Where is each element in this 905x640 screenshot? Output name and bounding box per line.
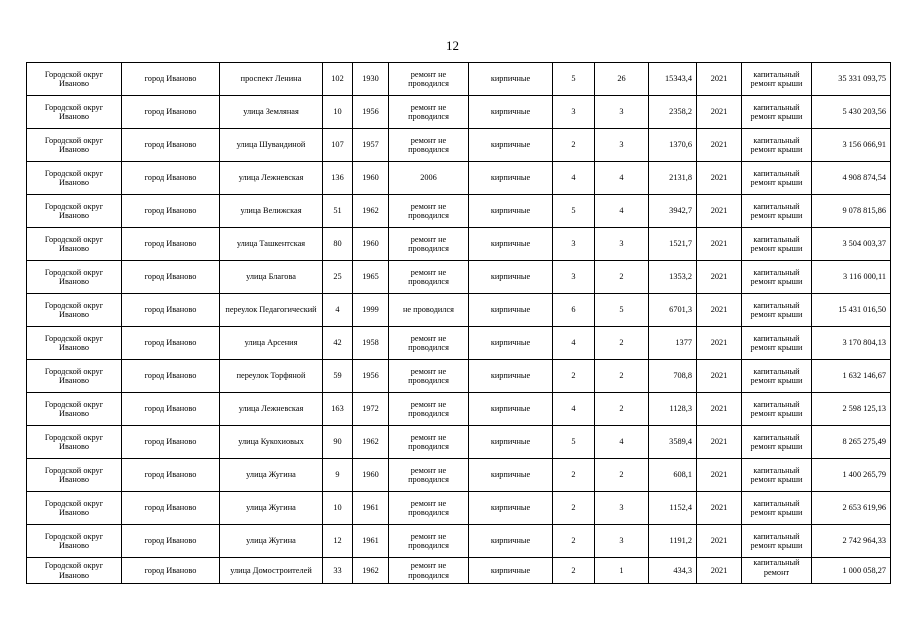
apartments-cell: 2 [595,360,649,393]
street-cell: улица Земляная [220,96,323,129]
floors-cell: 3 [553,96,595,129]
settlement-cell: город Иваново [122,459,220,492]
year-built-cell: 1962 [353,426,389,459]
wall-material-cell: кирпичные [469,228,553,261]
cost-cell: 5 430 203,56 [812,96,891,129]
apartments-cell: 4 [595,195,649,228]
area-cell: 6701,3 [649,294,697,327]
street-cell: улица Кукохиовых [220,426,323,459]
table-row [27,63,891,96]
table-row [27,294,891,327]
year-built-cell: 1958 [353,327,389,360]
municipality-cell: Городской округ Иваново [27,558,122,584]
table-row [27,360,891,393]
plan-year-cell: 2021 [697,492,742,525]
area-cell: 434,3 [649,558,697,584]
work-type-cell: капитальный ремонт крыши [742,492,812,525]
cost-cell: 8 265 275,49 [812,426,891,459]
wall-material-cell: кирпичные [469,393,553,426]
area-cell: 608,1 [649,459,697,492]
street-cell: улица Жугина [220,525,323,558]
apartments-cell: 2 [595,393,649,426]
wall-material-cell: кирпичные [469,294,553,327]
last-repair-cell: ремонт не проводился [389,525,469,558]
table-row [27,162,891,195]
house-number-cell: 136 [323,162,353,195]
last-repair-cell: ремонт не проводился [389,228,469,261]
cost-cell: 3 504 003,37 [812,228,891,261]
plan-year-cell: 2021 [697,327,742,360]
municipality-cell: Городской округ Иваново [27,426,122,459]
floors-cell: 4 [553,393,595,426]
house-number-cell: 51 [323,195,353,228]
cost-cell: 4 908 874,54 [812,162,891,195]
settlement-cell: город Иваново [122,294,220,327]
table-row [27,96,891,129]
area-cell: 2358,2 [649,96,697,129]
year-built-cell: 1965 [353,261,389,294]
house-number-cell: 59 [323,360,353,393]
area-cell: 1191,2 [649,525,697,558]
last-repair-cell: ремонт не проводился [389,492,469,525]
wall-material-cell: кирпичные [469,525,553,558]
plan-year-cell: 2021 [697,162,742,195]
table-row [27,261,891,294]
last-repair-cell: ремонт не проводился [389,459,469,492]
house-number-cell: 4 [323,294,353,327]
house-number-cell: 102 [323,63,353,96]
work-type-cell: капитальный ремонт [742,558,812,584]
wall-material-cell: кирпичные [469,129,553,162]
street-cell: улица Велижская [220,195,323,228]
settlement-cell: город Иваново [122,129,220,162]
work-type-cell: капитальный ремонт крыши [742,294,812,327]
work-type-cell: капитальный ремонт крыши [742,459,812,492]
cost-cell: 15 431 016,50 [812,294,891,327]
wall-material-cell: кирпичные [469,195,553,228]
area-cell: 2131,8 [649,162,697,195]
cost-cell: 9 078 815,86 [812,195,891,228]
last-repair-cell: ремонт не проводился [389,393,469,426]
municipality-cell: Городской округ Иваново [27,393,122,426]
cost-cell: 3 156 066,91 [812,129,891,162]
house-number-cell: 10 [323,492,353,525]
cost-cell: 1 632 146,67 [812,360,891,393]
municipality-cell: Городской округ Иваново [27,228,122,261]
floors-cell: 2 [553,459,595,492]
municipality-cell: Городской округ Иваново [27,195,122,228]
table-body [27,63,891,584]
floors-cell: 3 [553,261,595,294]
house-number-cell: 25 [323,261,353,294]
apartments-cell: 3 [595,525,649,558]
plan-year-cell: 2021 [697,195,742,228]
last-repair-cell: ремонт не проводился [389,426,469,459]
page-number: 12 [446,38,459,53]
apartments-cell: 4 [595,162,649,195]
settlement-cell: город Иваново [122,492,220,525]
settlement-cell: город Иваново [122,63,220,96]
house-number-cell: 10 [323,96,353,129]
year-built-cell: 1960 [353,162,389,195]
wall-material-cell: кирпичные [469,426,553,459]
year-built-cell: 1956 [353,360,389,393]
street-cell: переулок Торфяной [220,360,323,393]
settlement-cell: город Иваново [122,426,220,459]
street-cell: улица Жугина [220,492,323,525]
cost-cell: 2 742 964,33 [812,525,891,558]
municipality-cell: Городской округ Иваново [27,96,122,129]
plan-year-cell: 2021 [697,459,742,492]
plan-year-cell: 2021 [697,294,742,327]
apartments-cell: 2 [595,459,649,492]
wall-material-cell: кирпичные [469,492,553,525]
settlement-cell: город Иваново [122,162,220,195]
house-number-cell: 12 [323,525,353,558]
area-cell: 3589,4 [649,426,697,459]
repair-program-table [26,62,891,584]
settlement-cell: город Иваново [122,525,220,558]
apartments-cell: 3 [595,492,649,525]
table-row [27,393,891,426]
apartments-cell: 5 [595,294,649,327]
municipality-cell: Городской округ Иваново [27,360,122,393]
settlement-cell: город Иваново [122,261,220,294]
year-built-cell: 1972 [353,393,389,426]
house-number-cell: 107 [323,129,353,162]
work-type-cell: капитальный ремонт крыши [742,360,812,393]
table-row [27,129,891,162]
table-row [27,195,891,228]
plan-year-cell: 2021 [697,228,742,261]
cost-cell: 1 400 265,79 [812,459,891,492]
street-cell: улица Арсения [220,327,323,360]
last-repair-cell: ремонт не проводился [389,129,469,162]
street-cell: улица Ташкентская [220,228,323,261]
wall-material-cell: кирпичные [469,360,553,393]
cost-cell: 1 000 058,27 [812,558,891,584]
work-type-cell: капитальный ремонт крыши [742,228,812,261]
plan-year-cell: 2021 [697,63,742,96]
last-repair-cell: ремонт не проводился [389,558,469,584]
plan-year-cell: 2021 [697,426,742,459]
area-cell: 1353,2 [649,261,697,294]
settlement-cell: город Иваново [122,96,220,129]
settlement-cell: город Иваново [122,558,220,584]
last-repair-cell: ремонт не проводился [389,327,469,360]
work-type-cell: капитальный ремонт крыши [742,63,812,96]
settlement-cell: город Иваново [122,228,220,261]
cost-cell: 2 598 125,13 [812,393,891,426]
floors-cell: 3 [553,228,595,261]
work-type-cell: капитальный ремонт крыши [742,426,812,459]
plan-year-cell: 2021 [697,96,742,129]
apartments-cell: 3 [595,96,649,129]
year-built-cell: 1956 [353,96,389,129]
area-cell: 3942,7 [649,195,697,228]
year-built-cell: 1962 [353,195,389,228]
municipality-cell: Городской округ Иваново [27,63,122,96]
year-built-cell: 1961 [353,492,389,525]
floors-cell: 4 [553,162,595,195]
street-cell: переулок Педагогический [220,294,323,327]
plan-year-cell: 2021 [697,360,742,393]
table-row [27,459,891,492]
area-cell: 1377 [649,327,697,360]
plan-year-cell: 2021 [697,393,742,426]
work-type-cell: капитальный ремонт крыши [742,129,812,162]
floors-cell: 2 [553,558,595,584]
table-row [27,426,891,459]
street-cell: улица Лежневская [220,162,323,195]
last-repair-cell: ремонт не проводился [389,63,469,96]
floors-cell: 4 [553,327,595,360]
work-type-cell: капитальный ремонт крыши [742,162,812,195]
year-built-cell: 1999 [353,294,389,327]
municipality-cell: Городской округ Иваново [27,525,122,558]
house-number-cell: 90 [323,426,353,459]
floors-cell: 5 [553,63,595,96]
cost-cell: 2 653 619,96 [812,492,891,525]
wall-material-cell: кирпичные [469,327,553,360]
street-cell: улица Лежневская [220,393,323,426]
floors-cell: 2 [553,129,595,162]
municipality-cell: Городской округ Иваново [27,459,122,492]
area-cell: 1128,3 [649,393,697,426]
year-built-cell: 1957 [353,129,389,162]
plan-year-cell: 2021 [697,129,742,162]
floors-cell: 2 [553,360,595,393]
settlement-cell: город Иваново [122,360,220,393]
municipality-cell: Городской округ Иваново [27,162,122,195]
cost-cell: 3 170 804,13 [812,327,891,360]
cost-cell: 35 331 093,75 [812,63,891,96]
wall-material-cell: кирпичные [469,63,553,96]
last-repair-cell: ремонт не проводился [389,261,469,294]
house-number-cell: 80 [323,228,353,261]
floors-cell: 2 [553,492,595,525]
table-row [27,558,891,584]
wall-material-cell: кирпичные [469,162,553,195]
work-type-cell: капитальный ремонт крыши [742,96,812,129]
apartments-cell: 2 [595,261,649,294]
street-cell: улица Благова [220,261,323,294]
year-built-cell: 1960 [353,228,389,261]
apartments-cell: 1 [595,558,649,584]
work-type-cell: капитальный ремонт крыши [742,261,812,294]
last-repair-cell: 2006 [389,162,469,195]
apartments-cell: 3 [595,129,649,162]
floors-cell: 2 [553,525,595,558]
street-cell: улица Жугина [220,459,323,492]
municipality-cell: Городской округ Иваново [27,492,122,525]
street-cell: проспект Ленина [220,63,323,96]
year-built-cell: 1960 [353,459,389,492]
work-type-cell: капитальный ремонт крыши [742,525,812,558]
apartments-cell: 3 [595,228,649,261]
wall-material-cell: кирпичные [469,261,553,294]
floors-cell: 6 [553,294,595,327]
table-row [27,492,891,525]
table-row [27,228,891,261]
municipality-cell: Городской округ Иваново [27,327,122,360]
area-cell: 1370,6 [649,129,697,162]
house-number-cell: 42 [323,327,353,360]
floors-cell: 5 [553,426,595,459]
settlement-cell: город Иваново [122,327,220,360]
year-built-cell: 1930 [353,63,389,96]
year-built-cell: 1962 [353,558,389,584]
municipality-cell: Городской округ Иваново [27,129,122,162]
area-cell: 15343,4 [649,63,697,96]
settlement-cell: город Иваново [122,195,220,228]
municipality-cell: Городской округ Иваново [27,294,122,327]
wall-material-cell: кирпичные [469,96,553,129]
area-cell: 1152,4 [649,492,697,525]
wall-material-cell: кирпичные [469,459,553,492]
last-repair-cell: ремонт не проводился [389,195,469,228]
cost-cell: 3 116 000,11 [812,261,891,294]
apartments-cell: 2 [595,327,649,360]
last-repair-cell: ремонт не проводился [389,96,469,129]
last-repair-cell: ремонт не проводился [389,360,469,393]
area-cell: 1521,7 [649,228,697,261]
street-cell: улица Домостроителей [220,558,323,584]
last-repair-cell: не проводился [389,294,469,327]
wall-material-cell: кирпичные [469,558,553,584]
floors-cell: 5 [553,195,595,228]
plan-year-cell: 2021 [697,261,742,294]
year-built-cell: 1961 [353,525,389,558]
work-type-cell: капитальный ремонт крыши [742,327,812,360]
street-cell: улица Шувандиной [220,129,323,162]
area-cell: 708,8 [649,360,697,393]
house-number-cell: 33 [323,558,353,584]
plan-year-cell: 2021 [697,558,742,584]
work-type-cell: капитальный ремонт крыши [742,195,812,228]
house-number-cell: 9 [323,459,353,492]
apartments-cell: 26 [595,63,649,96]
settlement-cell: город Иваново [122,393,220,426]
municipality-cell: Городской округ Иваново [27,261,122,294]
table-row [27,327,891,360]
table-row [27,525,891,558]
work-type-cell: капитальный ремонт крыши [742,393,812,426]
house-number-cell: 163 [323,393,353,426]
plan-year-cell: 2021 [697,525,742,558]
apartments-cell: 4 [595,426,649,459]
